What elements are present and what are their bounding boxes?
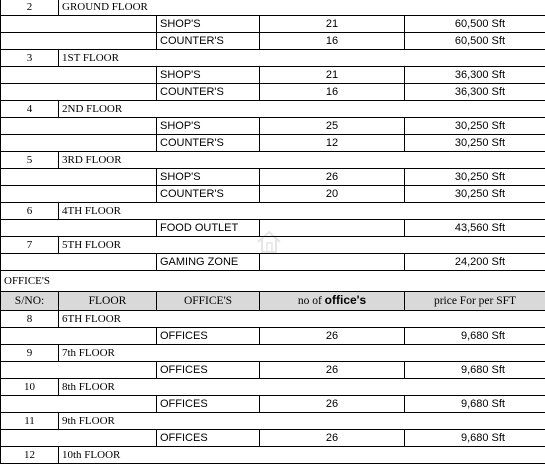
header-offices: OFFICE'S bbox=[157, 292, 260, 311]
floor-name: 5TH FLOOR bbox=[59, 237, 545, 254]
unit-row bbox=[1, 396, 545, 413]
floor-name: 8th FLOOR bbox=[59, 379, 545, 396]
blank-cell bbox=[1, 135, 157, 152]
unit-row bbox=[1, 254, 545, 271]
unit-type: OFFICES bbox=[157, 430, 260, 447]
floor-sno: 2 bbox=[1, 0, 59, 16]
unit-count: 26 bbox=[260, 169, 405, 186]
blank-cell bbox=[1, 169, 157, 186]
unit-area: 43,560 Sft bbox=[405, 220, 545, 237]
unit-type: COUNTER'S bbox=[157, 135, 260, 152]
floor-sno: 7 bbox=[1, 237, 59, 254]
offices-section-header bbox=[1, 271, 545, 311]
floor-sno: 4 bbox=[1, 101, 59, 118]
unit-type: FOOD OUTLET bbox=[157, 220, 260, 237]
unit-area: 60,500 Sft bbox=[405, 16, 545, 33]
header-count-prefix: no of bbox=[298, 295, 322, 307]
unit-count: 26 bbox=[260, 328, 405, 345]
unit-row bbox=[1, 135, 545, 152]
unit-area: 9,680 Sft bbox=[405, 396, 545, 413]
unit-row bbox=[1, 169, 545, 186]
floor-sno: 8 bbox=[1, 311, 59, 328]
unit-area: 60,500 Sft bbox=[405, 33, 545, 50]
blank-cell bbox=[1, 430, 157, 447]
unit-type: OFFICES bbox=[157, 362, 260, 379]
unit-row bbox=[1, 16, 545, 33]
unit-type: SHOP'S bbox=[157, 118, 260, 135]
unit-count: 26 bbox=[260, 430, 405, 447]
unit-row bbox=[1, 328, 545, 345]
unit-row bbox=[1, 33, 545, 50]
blank-cell bbox=[1, 84, 157, 101]
unit-type: SHOP'S bbox=[157, 16, 260, 33]
floor-sno: 5 bbox=[1, 152, 59, 169]
unit-count: 26 bbox=[260, 362, 405, 379]
floor-name: 6TH FLOOR bbox=[59, 311, 545, 328]
unit-type: OFFICES bbox=[157, 328, 260, 345]
floor-sno: 10 bbox=[1, 379, 59, 396]
floor-sno: 12 bbox=[1, 447, 59, 464]
floor-row bbox=[1, 345, 545, 362]
floor-sno: 11 bbox=[1, 413, 59, 430]
unit-type: COUNTER'S bbox=[157, 33, 260, 50]
unit-count: 16 bbox=[260, 84, 405, 101]
blank-cell bbox=[1, 186, 157, 203]
unit-area: 36,300 Sft bbox=[405, 67, 545, 84]
header-floor: FLOOR bbox=[59, 292, 157, 311]
column-header-row bbox=[1, 292, 545, 311]
unit-area: 36,300 Sft bbox=[405, 84, 545, 101]
unit-count: 12 bbox=[260, 135, 405, 152]
header-office-count bbox=[260, 292, 405, 311]
watermark-house-icon bbox=[255, 228, 283, 256]
unit-type: SHOP'S bbox=[157, 67, 260, 84]
blank-cell bbox=[1, 396, 157, 413]
unit-type: OFFICES bbox=[157, 396, 260, 413]
floor-name: GROUND FLOOR bbox=[59, 0, 545, 16]
unit-type: COUNTER'S bbox=[157, 84, 260, 101]
blank-cell bbox=[1, 67, 157, 84]
unit-count: 21 bbox=[260, 16, 405, 33]
unit-count: 16 bbox=[260, 33, 405, 50]
header-sno: S/NO: bbox=[1, 292, 59, 311]
unit-area: 30,250 Sft bbox=[405, 186, 545, 203]
floor-row bbox=[1, 379, 545, 396]
blank-cell bbox=[1, 220, 157, 237]
unit-row bbox=[1, 186, 545, 203]
unit-area: 9,680 Sft bbox=[405, 328, 545, 345]
blank-cell bbox=[1, 118, 157, 135]
floor-name: 4TH FLOOR bbox=[59, 203, 545, 220]
floor-row bbox=[1, 101, 545, 118]
floor-sno: 3 bbox=[1, 50, 59, 67]
unit-row bbox=[1, 67, 545, 84]
floor-row bbox=[1, 50, 545, 67]
offices-section-title: OFFICE'S bbox=[1, 271, 545, 292]
header-count-bold: office's bbox=[325, 293, 367, 307]
offices-section bbox=[1, 311, 545, 464]
unit-count: 21 bbox=[260, 67, 405, 84]
floor-sno: 6 bbox=[1, 203, 59, 220]
unit-area: 30,250 Sft bbox=[405, 118, 545, 135]
floor-name: 7th FLOOR bbox=[59, 345, 545, 362]
floor-name: 2ND FLOOR bbox=[59, 101, 545, 118]
header-price: price For per SFT bbox=[405, 292, 545, 311]
blank-cell bbox=[1, 33, 157, 50]
blank-cell bbox=[1, 328, 157, 345]
unit-row bbox=[1, 430, 545, 447]
unit-type: SHOP'S bbox=[157, 169, 260, 186]
floor-name: 9th FLOOR bbox=[59, 413, 545, 430]
floor-row bbox=[1, 311, 545, 328]
floor-row bbox=[1, 447, 545, 464]
unit-count: 25 bbox=[260, 118, 405, 135]
floor-row bbox=[1, 413, 545, 430]
unit-type: COUNTER'S bbox=[157, 186, 260, 203]
unit-count: 26 bbox=[260, 396, 405, 413]
unit-row bbox=[1, 84, 545, 101]
blank-cell bbox=[1, 16, 157, 33]
blank-cell bbox=[1, 254, 157, 271]
floor-row bbox=[1, 203, 545, 220]
floor-sno: 9 bbox=[1, 345, 59, 362]
unit-count: 20 bbox=[260, 186, 405, 203]
unit-area: 30,250 Sft bbox=[405, 169, 545, 186]
floor-name: 10th FLOOR bbox=[59, 447, 545, 464]
unit-count bbox=[260, 254, 405, 271]
unit-row bbox=[1, 362, 545, 379]
blank-cell bbox=[1, 362, 157, 379]
floor-name: 1ST FLOOR bbox=[59, 50, 545, 67]
floor-row bbox=[1, 0, 545, 16]
unit-row bbox=[1, 118, 545, 135]
unit-area: 24,200 Sft bbox=[405, 254, 545, 271]
floor-name: 3RD FLOOR bbox=[59, 152, 545, 169]
floor-row bbox=[1, 152, 545, 169]
unit-area: 9,680 Sft bbox=[405, 362, 545, 379]
unit-area: 30,250 Sft bbox=[405, 135, 545, 152]
unit-area: 9,680 Sft bbox=[405, 430, 545, 447]
unit-type: GAMING ZONE bbox=[157, 254, 260, 271]
